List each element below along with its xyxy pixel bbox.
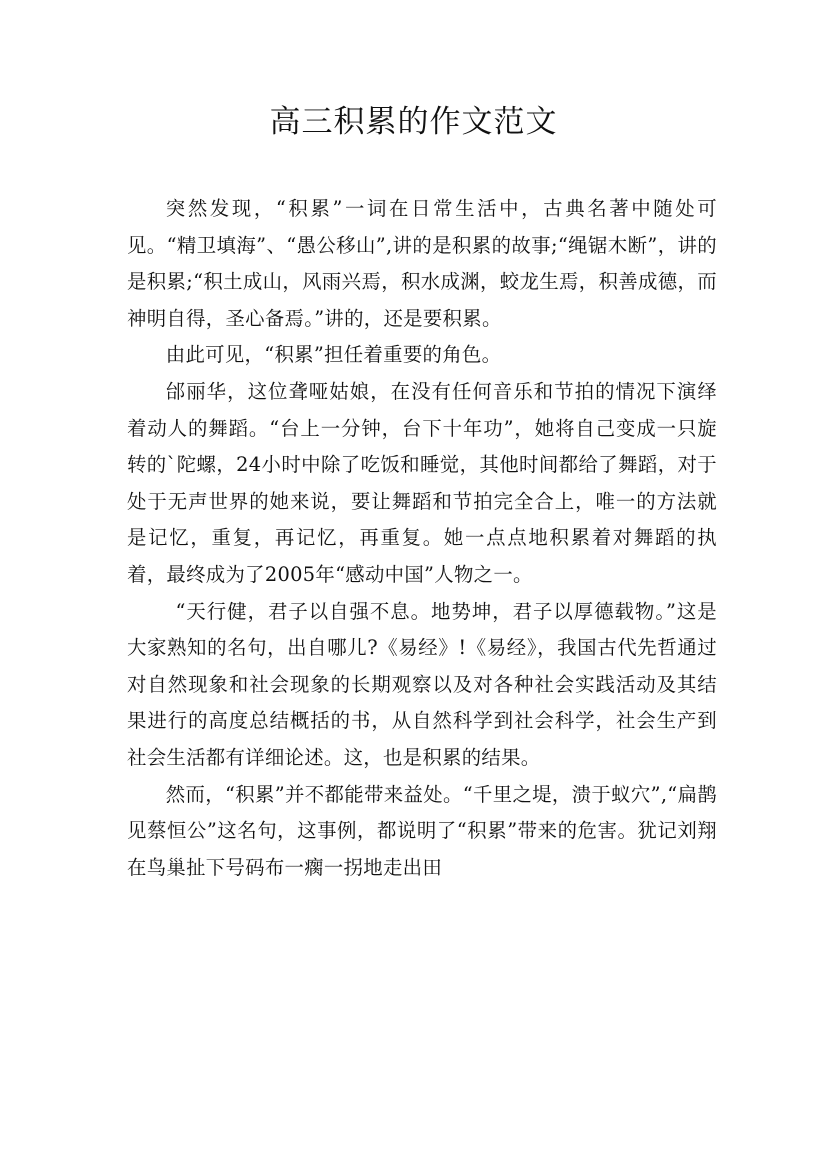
document-body <box>127 191 717 886</box>
paragraph-1: 突然发现，“积累”一词在日常生活中，古典名著中随处可见。“精卫填海”、“愚公移山”,讲的是积累的故事;“绳锯木断”，讲的是积累;“积土成山，风雨兴焉，积水成渊，蛟龙生焉，积善成德，而神明自得，圣心备焉。”讲的，还是要积累。 <box>127 197 717 330</box>
document-title: 高三积累的作文范文 <box>269 104 558 140</box>
paragraph-3: 邰丽华，这位聋哑姑娘，在没有任何音乐和节拍的情况下演绎着动人的舞蹈。“台上一分钟，台下十年功”，她将自己变成一只旋转的`陀螺，24小时中除了吃饭和睡觉，其他时间都给了舞蹈，对于处于无声世界的她来说，要让舞蹈和节拍完全合上，唯一的方法就是记忆，重复，再记忆，再重复。她一点点地积累着对舞蹈的执着，最终成为了2005年“感动中国”人物之一。 <box>127 379 717 586</box>
paragraph-5: 然而，“积累”并不都能带来益处。“千里之堤，溃于蚁穴”,“扁鹊见蔡恒公”这名句，这事例，都说明了“积累”带来的危害。犹记刘翔在鸟巢扯下号码布一瘸一拐地走出田 <box>127 782 717 879</box>
paragraph-2: 由此可见，“积累”担任着重要的角色。 <box>165 343 502 367</box>
paragraph-4: “天行健，君子以自强不息。地势坤，君子以厚德载物。”这是大家熟知的名句，出自哪儿?《易经》!《易经》，我国古代先哲通过对自然现象和社会现象的长期观察以及对各种社会实践活动及其结果进行的高度总结概括的书，从自然科学到社会科学，社会生产到社会生活都有详细论述。这，也是积累的结果。 <box>127 599 717 769</box>
